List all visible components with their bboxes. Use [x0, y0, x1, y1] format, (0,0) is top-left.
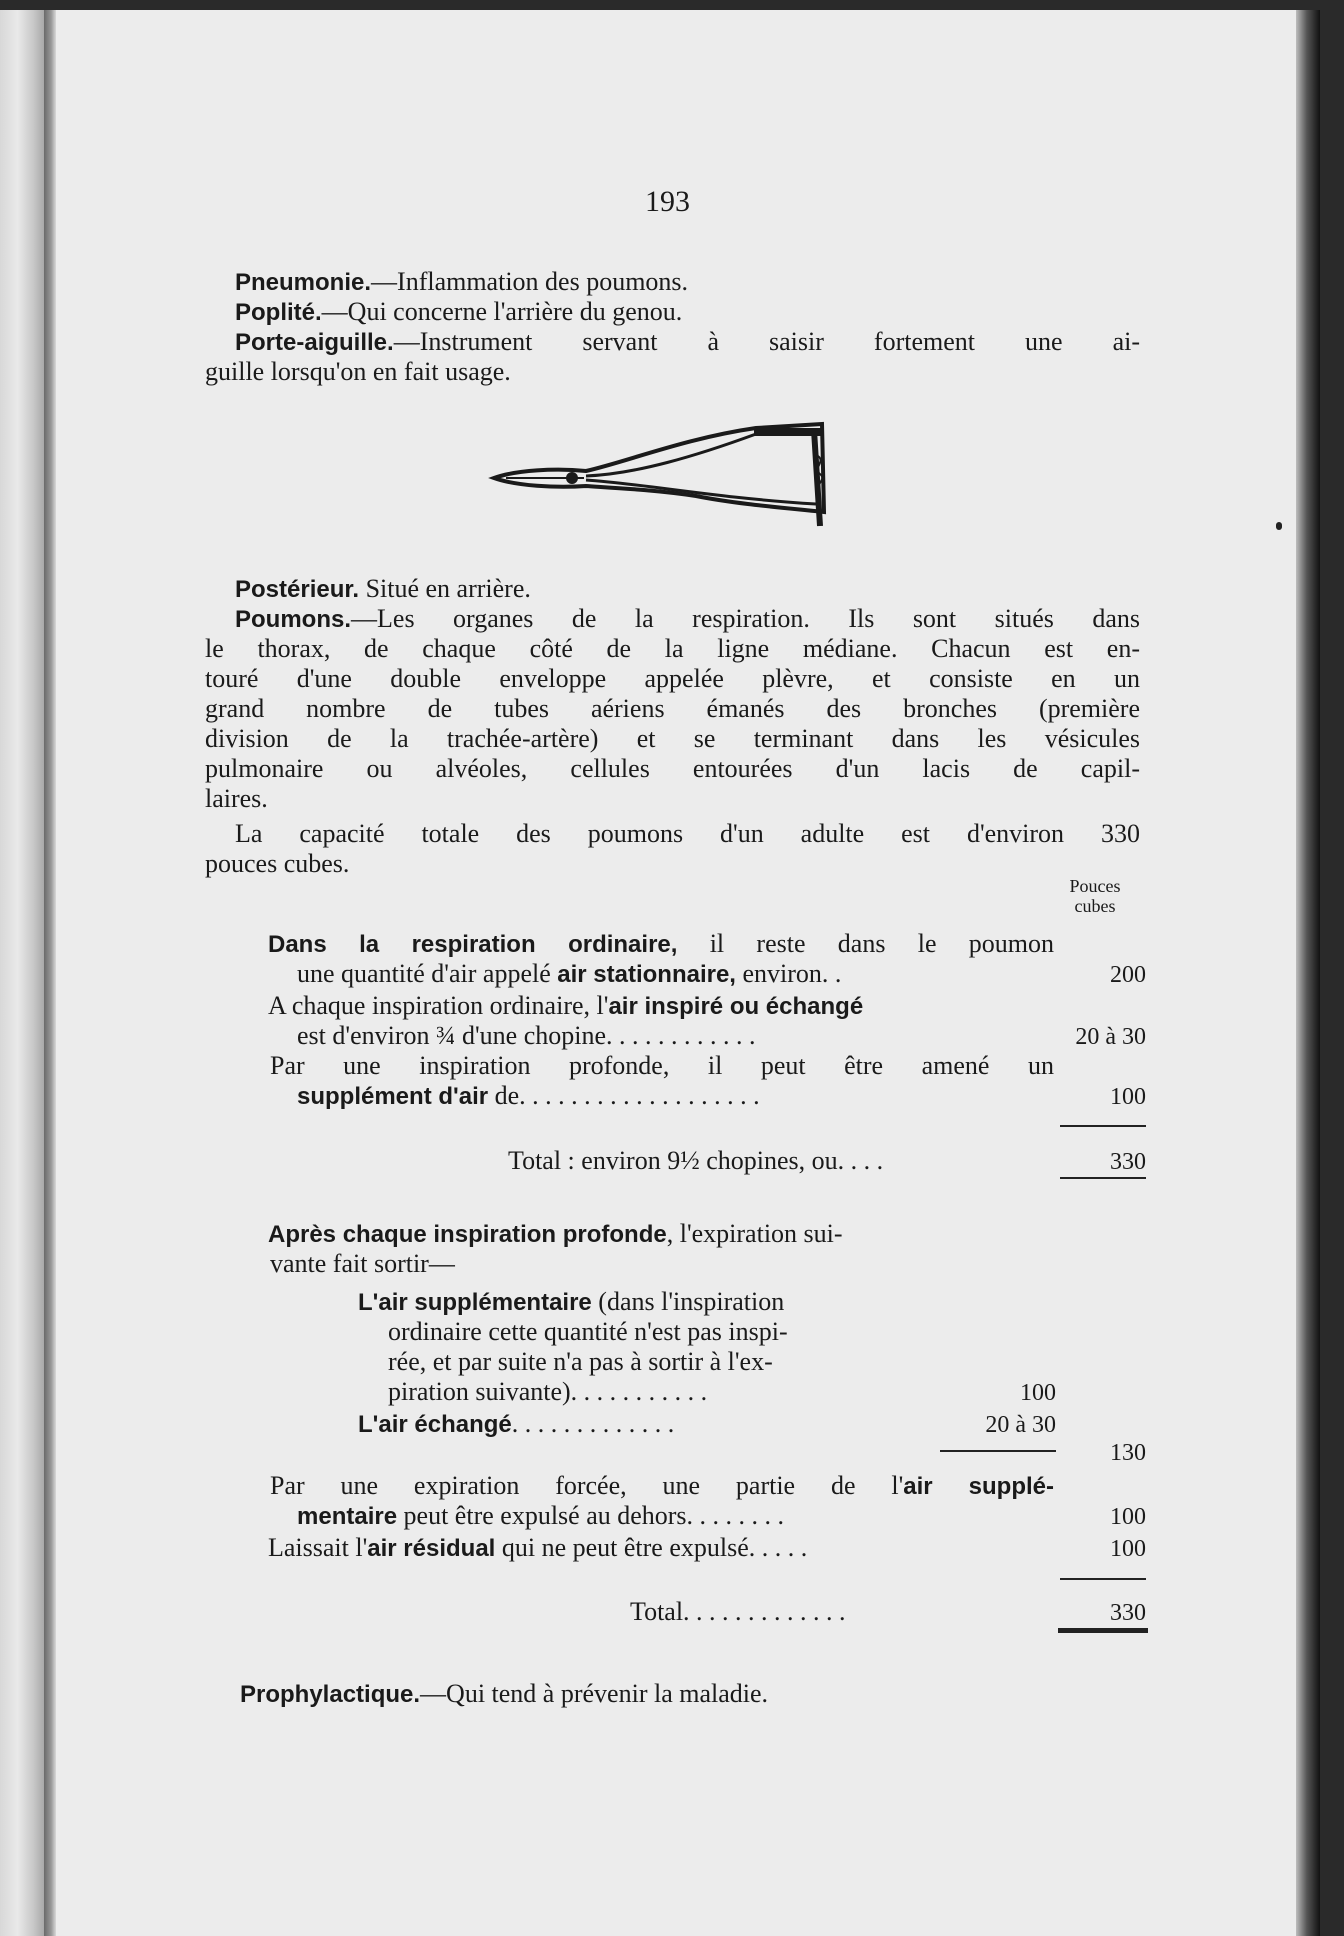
table1-row3-line2	[297, 1080, 760, 1112]
capacity-paragraph-cont: pouces cubes.	[205, 849, 350, 878]
row-text: Laissait l'	[268, 1533, 368, 1562]
entry-definition-cont: grand nombre de tubes aériens émanés des bronches (première	[205, 694, 1140, 723]
entry-term: Poumons.	[235, 606, 352, 633]
table2-intro-line1	[268, 1218, 843, 1250]
row-text: qui ne peut être expulsé. . . . .	[495, 1533, 808, 1562]
entry-definition: Situé en arrière.	[359, 574, 531, 603]
entry-poumons	[235, 603, 1140, 635]
entry-definition-cont: division de la trachée-artère) et se terminant dans les vésicules	[205, 724, 1140, 753]
table2-residual-value: 100	[1110, 1536, 1146, 1562]
column-header-line: Pouces	[1069, 876, 1121, 896]
table2-item1-value: 100	[1020, 1380, 1056, 1406]
table1-row1-line1	[268, 928, 1054, 960]
book-page	[0, 10, 1320, 1936]
entry-term: Prophylactique.	[240, 1681, 421, 1708]
row-text: . . . . . . . . . . . . .	[511, 1409, 675, 1438]
bold-term: air résidual	[367, 1535, 496, 1562]
entry-definition-cont: le thorax, de chaque côté de la ligne médiane. Chacun est en-	[205, 634, 1140, 663]
total-underline	[1060, 1177, 1146, 1179]
entry-definition-cont: laires.	[205, 784, 268, 813]
table1-row1-value: 200	[1110, 962, 1146, 988]
bold-term: supplément d'air	[297, 1083, 489, 1110]
table1-row2-value: 20 à 30	[1075, 1024, 1146, 1050]
row-text: peut être expulsé au dehors. . . . . . . .	[397, 1501, 785, 1530]
bold-term: air supplé-	[903, 1473, 1055, 1500]
entry-definition-cont: pulmonaire ou alvéoles, cellules entourées d'un lacis de capil-	[205, 754, 1140, 783]
table1-total-label: Total : environ 9½ chopines, ou. . . .	[508, 1146, 884, 1175]
column-header-line: cubes	[1074, 896, 1116, 916]
table2-subtotal-value: 130	[1110, 1440, 1146, 1466]
table2-intro-line2: vante fait sortir—	[270, 1249, 455, 1278]
entry-poplite	[235, 296, 682, 328]
bold-term: Dans la respiration ordinaire,	[268, 931, 678, 958]
entry-porte-aiguille	[235, 326, 1140, 358]
bold-term: L'air supplémentaire	[358, 1289, 592, 1316]
bold-term: air inspiré ou échangé	[608, 993, 864, 1020]
entry-definition: —Qui concerne l'arrière du genou.	[321, 297, 683, 326]
row-text: , l'expiration sui-	[666, 1219, 843, 1248]
table1-row1-line2	[297, 958, 841, 990]
entry-term: Pneumonie.	[235, 269, 372, 296]
entry-prophylactique	[240, 1678, 768, 1710]
sum-rule	[1060, 1578, 1146, 1580]
table2-total-value: 330	[1110, 1600, 1146, 1626]
table2-item1-line2: ordinaire cette quantité n'est pas inspi-	[388, 1317, 788, 1346]
table1-row3-line1: Par une inspiration profonde, il peut être amené un	[270, 1051, 1054, 1080]
book-spine	[44, 10, 56, 1936]
table1-row2-line1	[268, 990, 863, 1022]
row-text: il reste dans le poumon	[677, 929, 1054, 958]
table1-row3-value: 100	[1110, 1084, 1146, 1110]
entry-definition: —Qui tend à prévenir la maladie.	[420, 1679, 769, 1708]
table2-forced-line1	[270, 1470, 1054, 1502]
bold-term: mentaire	[297, 1503, 398, 1530]
table2-item1-line3: rée, et par suite n'a pas à sortir à l'ex-	[388, 1347, 773, 1376]
table2-item1-line1	[358, 1286, 784, 1318]
needle-holder-illustration	[486, 416, 846, 546]
bold-term: Après chaque inspiration profonde	[268, 1221, 667, 1248]
row-text: environ. .	[735, 959, 842, 988]
row-text: Par une expiration forcée, une partie de l'	[270, 1471, 904, 1500]
bold-term: L'air échangé	[358, 1411, 512, 1438]
right-page-edge	[1296, 10, 1320, 1936]
entry-posterieur	[235, 573, 531, 605]
row-text: (dans l'inspiration	[591, 1287, 785, 1316]
table2-forced-line2	[297, 1500, 784, 1532]
left-page-edge	[0, 10, 44, 1936]
subtotal-rule	[940, 1450, 1056, 1452]
table2-residual-line	[268, 1532, 807, 1564]
table2-total-label: Total. . . . . . . . . . . . .	[630, 1597, 846, 1626]
entry-term: Postérieur.	[235, 576, 360, 603]
table1-row2-line2: est d'environ ¾ d'une chopine. . . . . . . . . . . .	[297, 1021, 756, 1050]
entry-definition: —Instrument servant à saisir fortement une ai-	[393, 327, 1140, 356]
entry-definition: —Les organes de la respiration. Ils sont situés dans	[351, 604, 1140, 633]
total-double-underline	[1058, 1628, 1148, 1633]
table2-item2-line	[358, 1408, 674, 1440]
row-text: A chaque inspiration ordinaire, l'	[268, 991, 609, 1020]
entry-term: Poplité.	[235, 299, 322, 326]
entry-definition: —Inflammation des poumons.	[371, 267, 689, 296]
row-text: une quantité d'air appelé	[297, 959, 558, 988]
capacity-paragraph: La capacité totale des poumons d'un adulte est d'environ 330	[235, 819, 1140, 848]
entry-pneumonie	[235, 266, 688, 298]
entry-term: Porte-aiguille.	[235, 329, 394, 356]
bold-term: air stationnaire,	[557, 961, 736, 988]
column-header-unit	[1050, 876, 1140, 916]
sum-rule	[1060, 1125, 1146, 1127]
table2-forced-value: 100	[1110, 1504, 1146, 1530]
table2-item2-value: 20 à 30	[985, 1412, 1056, 1438]
ink-speck	[1276, 522, 1282, 530]
row-text: de. . . . . . . . . . . . . . . . . . .	[488, 1081, 760, 1110]
table1-total-value: 330	[1110, 1149, 1146, 1175]
page-number: 193	[645, 185, 690, 218]
table2-item1-line4: piration suivante). . . . . . . . . . .	[388, 1377, 708, 1406]
entry-definition-cont: touré d'une double enveloppe appelée plèvre, et consiste en un	[205, 664, 1140, 693]
entry-definition-cont: guille lorsqu'on en fait usage.	[205, 357, 511, 386]
